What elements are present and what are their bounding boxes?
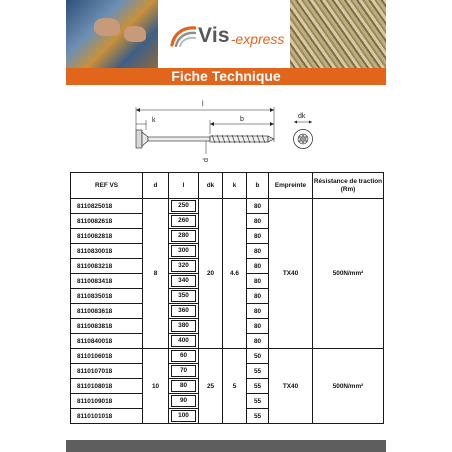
ref-cell: 8110083418 xyxy=(71,274,143,289)
b-cell: 80 xyxy=(247,199,269,214)
header xyxy=(66,0,386,68)
ref-cell: 8110083218 xyxy=(71,259,143,274)
empreinte-cell: TX40 xyxy=(269,349,313,424)
ref-cell: 8110083818 xyxy=(71,319,143,334)
page-title: Fiche Technique xyxy=(66,68,386,85)
col-header-b: b xyxy=(247,173,269,199)
col-header-k: k xyxy=(223,173,247,199)
b-cell: 55 xyxy=(247,364,269,379)
l-cell: 90 xyxy=(169,394,199,409)
screw-drawing xyxy=(66,90,386,168)
b-cell: 80 xyxy=(247,229,269,244)
col-header-l: l xyxy=(169,173,199,199)
b-cell: 50 xyxy=(247,349,269,364)
label-l: l xyxy=(202,101,204,108)
l-cell: 350 xyxy=(169,289,199,304)
l-cell: 360 xyxy=(169,304,199,319)
b-cell: 80 xyxy=(247,334,269,349)
b-cell: 80 xyxy=(247,319,269,334)
ref-cell: 8110101018 xyxy=(71,409,143,424)
b-cell: 80 xyxy=(247,274,269,289)
footer-bar xyxy=(66,440,386,452)
empreinte-cell: TX40 xyxy=(269,199,313,349)
l-cell: 280 xyxy=(169,229,199,244)
ref-cell: 8110083618 xyxy=(71,304,143,319)
l-cell: 250 xyxy=(169,199,199,214)
l-cell: 320 xyxy=(169,259,199,274)
l-cell: 380 xyxy=(169,319,199,334)
ref-cell: 8110082818 xyxy=(71,229,143,244)
ref-cell: 8110108018 xyxy=(71,379,143,394)
l-cell: 400 xyxy=(169,334,199,349)
l-cell: 60 xyxy=(169,349,199,364)
l-cell: 300 xyxy=(169,244,199,259)
brand-name: Vis xyxy=(198,24,230,47)
dk-cell: 20 xyxy=(199,199,223,349)
label-k: k xyxy=(152,117,156,124)
l-cell: 70 xyxy=(169,364,199,379)
dk-cell: 25 xyxy=(199,349,223,424)
b-cell: 55 xyxy=(247,379,269,394)
table-row xyxy=(71,349,384,364)
table-header-row xyxy=(71,173,384,199)
ref-cell: 8110825018 xyxy=(71,199,143,214)
rm-cell: 500N/mm² xyxy=(313,349,384,424)
ref-cell: 8110106018 xyxy=(71,349,143,364)
spec-table xyxy=(70,172,384,424)
b-cell: 80 xyxy=(247,214,269,229)
label-d: d xyxy=(203,158,210,162)
label-dk: dk xyxy=(298,113,306,120)
col-header-d: d xyxy=(143,173,169,199)
col-header-ref: REF VS xyxy=(71,173,143,199)
table-row xyxy=(71,199,384,214)
label-b: b xyxy=(240,116,244,123)
brand-name-accent: -express xyxy=(230,30,285,47)
rm-cell: 500N/mm² xyxy=(313,199,384,349)
ref-cell: 8110840018 xyxy=(71,334,143,349)
l-cell: 100 xyxy=(169,409,199,424)
ref-cell: 8110082618 xyxy=(71,214,143,229)
b-cell: 80 xyxy=(247,259,269,274)
ref-cell: 8110830018 xyxy=(71,244,143,259)
workshop-photo xyxy=(66,0,158,68)
k-cell: 4.6 xyxy=(223,199,247,349)
d-cell: 8 xyxy=(143,199,169,349)
ref-cell: 8110107018 xyxy=(71,364,143,379)
col-header-dk: dk xyxy=(199,173,223,199)
l-cell: 340 xyxy=(169,274,199,289)
b-cell: 55 xyxy=(247,409,269,424)
b-cell: 80 xyxy=(247,289,269,304)
d-cell: 10 xyxy=(143,349,169,424)
b-cell: 80 xyxy=(247,304,269,319)
ref-cell: 8110835018 xyxy=(71,289,143,304)
technical-sheet xyxy=(66,0,386,452)
l-cell: 80 xyxy=(169,379,199,394)
brand-logo xyxy=(170,24,284,48)
ref-cell: 8110109018 xyxy=(71,394,143,409)
b-cell: 80 xyxy=(247,244,269,259)
l-cell: 260 xyxy=(169,214,199,229)
b-cell: 55 xyxy=(247,394,269,409)
swoosh-icon xyxy=(170,25,196,47)
col-header-rm: Résistance de traction (Rm) xyxy=(313,173,384,199)
col-header-empreinte: Empreinte xyxy=(269,173,313,199)
screws-photo xyxy=(290,0,386,68)
k-cell: 5 xyxy=(223,349,247,424)
